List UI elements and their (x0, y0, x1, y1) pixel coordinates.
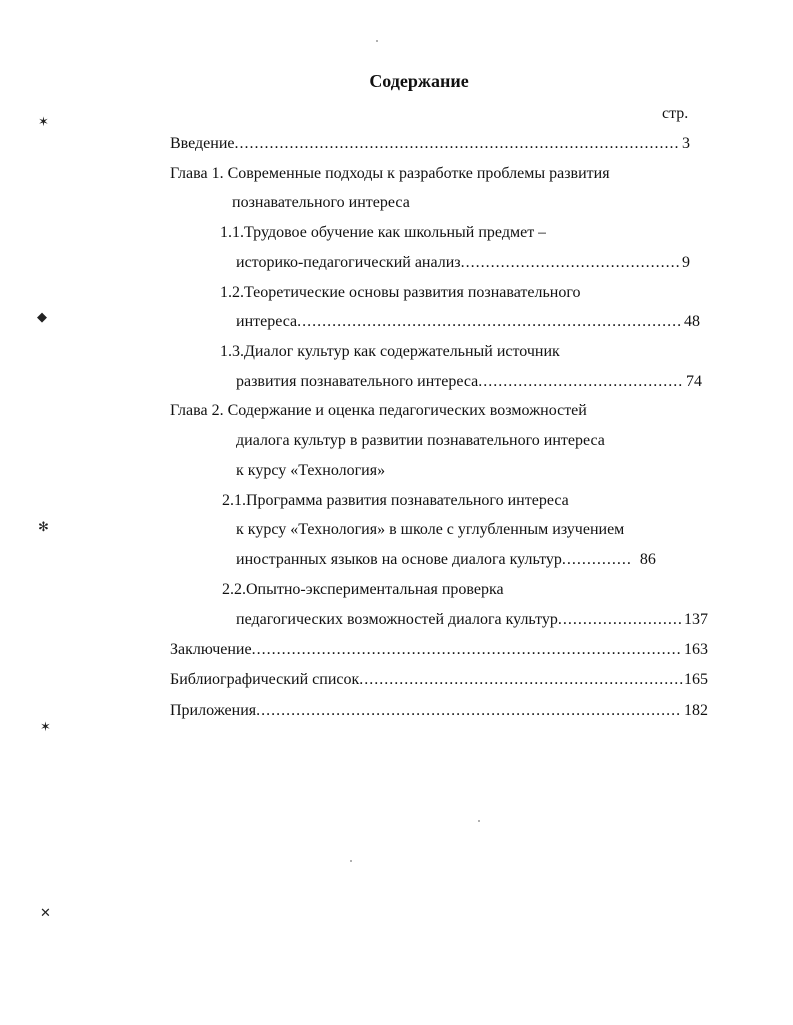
toc-entry-text: историко-педагогический анализ (236, 254, 461, 271)
dot-leader (558, 609, 681, 631)
toc-entry-page: 74 (686, 373, 702, 390)
toc-entry-text: интереса (236, 313, 298, 330)
pages-column-header: стр. (662, 105, 689, 122)
binder-mark-icon: ✶ (38, 115, 49, 130)
binder-mark-icon: ◆ (37, 310, 47, 325)
scan-speck (478, 820, 480, 822)
toc-entry (236, 460, 385, 482)
toc-entry-page: 48 (684, 313, 700, 330)
binder-mark-icon: ✻ (38, 520, 49, 535)
toc-entry (236, 609, 708, 631)
dot-leader (235, 133, 680, 155)
toc-entry-page: 3 (682, 135, 690, 152)
toc-entry (222, 579, 504, 601)
toc-entry-text: 1.1.Трудовое обучение как школьный предмет – (220, 224, 547, 241)
toc-entry (232, 192, 410, 214)
toc-entry-text: иностранных языков на основе диалога культур (236, 551, 562, 568)
dot-leader (461, 252, 679, 274)
toc-entry-text: 2.2.Опытно-экспериментальная проверка (222, 581, 504, 598)
toc-entry (236, 252, 690, 274)
toc-entry (220, 282, 581, 304)
toc-entry-page: 182 (684, 702, 708, 719)
toc-entry (236, 430, 605, 452)
toc-entry (222, 490, 569, 512)
toc-entry-text: педагогических возможностей диалога культур (236, 611, 558, 628)
toc-entry-text: Введение (170, 135, 235, 152)
toc-entry-text: к курсу «Технология» (236, 462, 386, 479)
dot-leader (256, 700, 681, 722)
scan-speck (350, 860, 352, 862)
dot-leader (297, 311, 681, 333)
dot-leader (562, 549, 630, 571)
toc-entry-page: 137 (684, 611, 708, 628)
toc-entry-page: 165 (684, 671, 708, 688)
toc-entry-text: Заключение (170, 641, 252, 658)
toc-entry (170, 133, 690, 155)
dot-leader (478, 371, 683, 393)
dot-leader (359, 669, 684, 691)
toc-entry (170, 639, 708, 661)
toc-entry-text: познавательного интереса (232, 194, 410, 211)
toc-entry-text: диалога культур в развитии познавательного интереса (236, 432, 605, 449)
toc-entry (236, 371, 702, 393)
toc-entry-text: 1.3.Диалог культур как содержательный источник (220, 343, 560, 360)
toc-entry (170, 669, 708, 691)
toc-entry-text: к курсу «Технология» в школе с углубленным изучением (236, 521, 625, 538)
toc-title: Содержание (369, 71, 469, 91)
toc-entry (236, 311, 700, 333)
dot-leader (252, 639, 681, 661)
toc-entry-text: развития познавательного интереса (236, 373, 479, 390)
binder-mark-icon: ✕ (40, 906, 51, 921)
toc-entry (236, 519, 624, 541)
toc-entry-page: 9 (682, 254, 690, 271)
toc-entry (170, 163, 610, 185)
toc-entry-text: 2.1.Программа развития познавательного интереса (222, 492, 569, 509)
toc-entry-text: Приложения (170, 702, 257, 719)
toc-entry (220, 341, 560, 363)
toc-entry-page: 86 (639, 551, 656, 568)
toc-entry-text: 1.2.Теоретические основы развития познавательного (220, 284, 581, 301)
toc-entry-text: Библиографический список (170, 671, 360, 688)
toc-entry-page: 163 (684, 641, 708, 658)
toc-entry (236, 549, 698, 571)
toc-entry (220, 222, 546, 244)
toc-entry-text: Глава 2. Содержание и оценка педагогических возможностей (170, 402, 587, 419)
scan-speck (376, 40, 378, 42)
toc-entry (170, 700, 708, 722)
toc-entry-text: Глава 1. Современные подходы к разработке проблемы развития (170, 165, 610, 182)
toc-entry (170, 400, 587, 422)
binder-mark-icon: ✶ (40, 720, 51, 735)
